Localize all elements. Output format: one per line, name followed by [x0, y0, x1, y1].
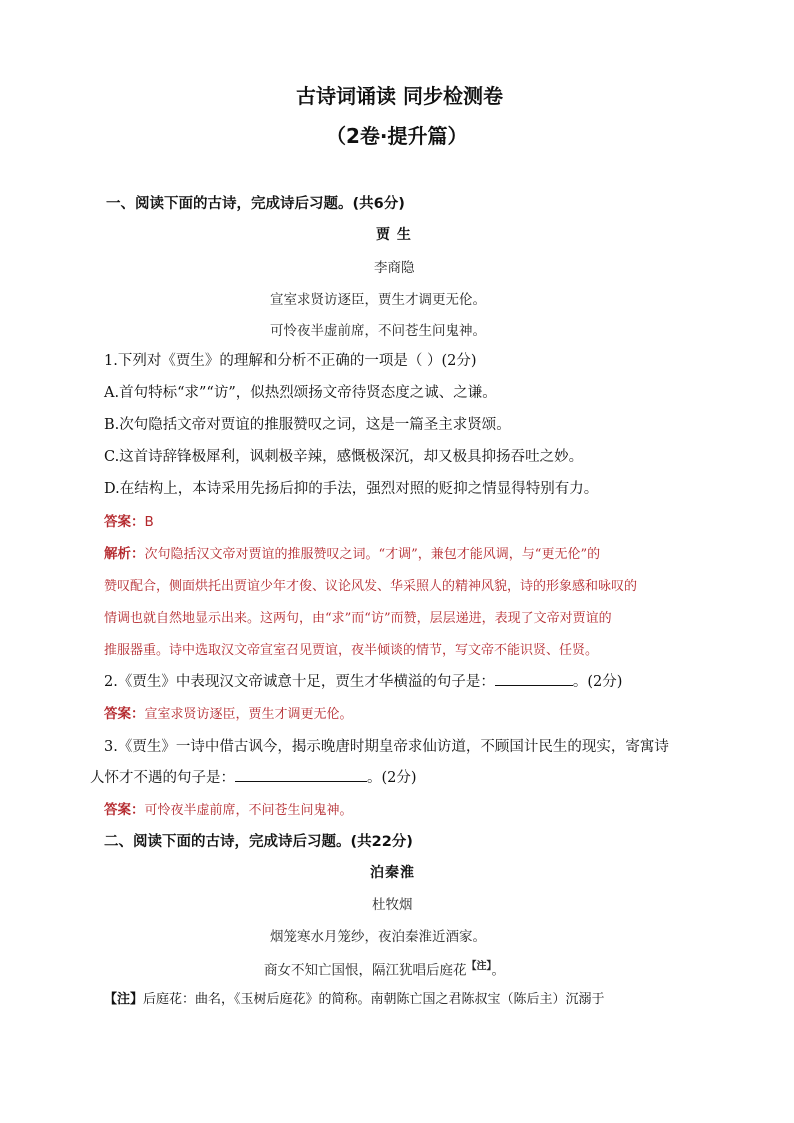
- question-1-option-c: C.这首诗辞锋极犀利，讽刺极辛辣，感慨极深沉，却又极具抑扬吞吐之妙。: [104, 449, 584, 465]
- page-subtitle: （2卷·提升篇）: [326, 124, 468, 148]
- analysis-text: 次句隐括汉文帝对贾谊的推服赞叹之词。“才调”，兼包才能风调，与“更无伦”的: [144, 547, 601, 562]
- poem-2-line-2: [264, 957, 505, 979]
- question-1-option-a: A.首句特标“求”“访”，似热烈颂扬文帝待贤态度之诚、之谦。: [104, 385, 497, 401]
- poem-1-line-2: 可怜夜半虚前席，不问苍生问鬼神。: [270, 323, 486, 339]
- poem-2-line-2-end: 。: [491, 962, 505, 979]
- question-1-option-b: B.次句隐括文帝对贾谊的推服赞叹之词，这是一篇圣主求贤颂。: [104, 417, 511, 433]
- question-1-analysis-line-4: 推服器重。诗中选取汉文帝宣室召见贾谊，夜半倾谈的情节，写文帝不能识贤、任贤。: [104, 643, 599, 658]
- question-2-points: 。(2分): [572, 674, 623, 690]
- question-1-analysis-line-3: 情调也就自然地显示出来。这两句，由“求”而“访”而赞，层层递进，表现了文帝对贾谊的: [104, 611, 612, 626]
- question-1-answer: [104, 510, 154, 530]
- poem-2-line-1: 烟笼寒水月笼纱，夜泊秦淮近酒家。: [270, 929, 486, 945]
- answer-value: 可怜夜半虚前席，不问苍生问鬼神。: [144, 803, 353, 818]
- answer-label: 答案：: [104, 514, 145, 530]
- poem-1-author: 李商隐: [374, 260, 415, 276]
- poem-1-title: 贾 生: [376, 227, 412, 243]
- question-3-answer: [104, 798, 353, 818]
- answer-blank[interactable]: [235, 767, 367, 782]
- answer-blank[interactable]: [495, 671, 573, 686]
- note-label: 【注】: [104, 992, 144, 1007]
- page-title: 古诗词诵读 同步检测卷: [296, 84, 503, 108]
- poem-2-note: [104, 988, 605, 1007]
- section-2-heading: 二、阅读下面的古诗，完成诗后习题。(共22分): [104, 834, 413, 850]
- poem-2-line-2-text: 商女不知亡国恨，隔江犹唱后庭花: [264, 962, 467, 979]
- poem-2-title: 泊秦淮: [370, 865, 415, 881]
- section-1-heading: 一、阅读下面的古诗，完成诗后习题。(共6分): [106, 196, 405, 212]
- question-3-prompt: 人怀才不遇的句子是：: [90, 770, 235, 786]
- note-marker: 【注】: [466, 961, 492, 972]
- note-text: 后庭花：曲名，《玉树后庭花》的简称。南朝陈亡国之君陈叔宝（陈后主）沉溺于: [143, 992, 605, 1007]
- poem-1-line-1: 宣室求贤访逐臣，贾生才调更无伦。: [270, 292, 486, 308]
- question-2-text: [104, 670, 622, 691]
- question-3-text-line-1: 3.《贾生》一诗中借古讽今，揭示晚唐时期皇帝求仙访道，不顾国计民生的现实，寄寓诗: [104, 739, 669, 755]
- answer-label: 答案：: [104, 706, 145, 722]
- question-1-text: 1.下列对《贾生》的理解和分析不正确的一项是（ ）(2分): [104, 353, 477, 369]
- analysis-label: 解析：: [104, 546, 145, 562]
- question-1-analysis-line-2: 赞叹配合，侧面烘托出贾谊少年才俊、议论风发、华采照人的精神风貌，诗的形象感和咏叹的: [104, 579, 638, 594]
- answer-label: 答案：: [104, 802, 145, 818]
- question-3-text-line-2: [90, 766, 417, 787]
- question-2-answer: [104, 702, 353, 722]
- answer-value: 宣室求贤访逐臣，贾生才调更无伦。: [144, 707, 353, 722]
- question-3-points: 。(2分): [367, 770, 417, 786]
- question-1-analysis-line-1: [104, 542, 600, 562]
- answer-value: B: [144, 514, 154, 530]
- question-2-prompt: 2.《贾生》中表现汉文帝诚意十足，贾生才华横溢的句子是：: [104, 674, 495, 690]
- poem-2-author: 杜牧烟: [372, 897, 413, 913]
- question-1-option-d: D.在结构上，本诗采用先扬后抑的手法，强烈对照的贬抑之情显得特别有力。: [104, 481, 599, 497]
